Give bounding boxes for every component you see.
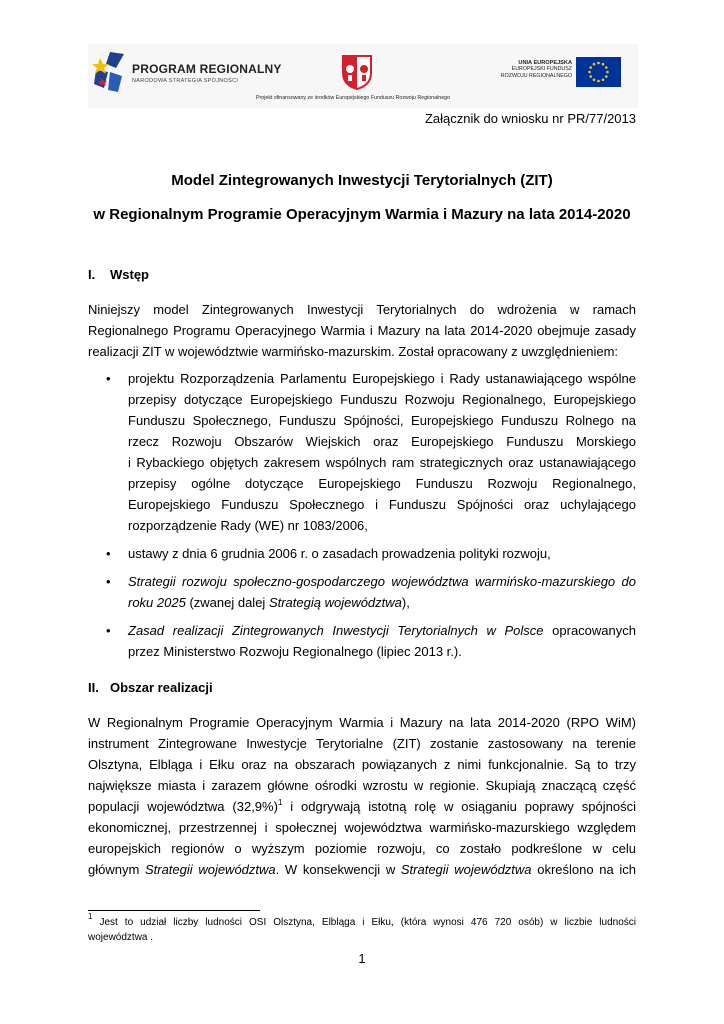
paragraph-line: Regionalnego Programu Operacyjnego Warmia i Mazury na lata 2014-2020 obejmuje zasady — [88, 323, 636, 338]
bullet-icon: • — [106, 546, 111, 561]
footnote-number: 1 — [88, 912, 93, 921]
paragraph-line — [88, 799, 636, 814]
bullet-line — [128, 595, 636, 610]
eu-label — [470, 60, 572, 79]
text-span: określono na ich — [531, 862, 636, 877]
section-heading-intro — [88, 267, 149, 282]
text-span: populacji województwa (32,9%) — [88, 799, 278, 814]
text-span: ), — [401, 595, 410, 610]
paragraph-line: Olsztyna, Elbląga i Ełku oraz na obszarach powiązanych z nimi funkcjonalnie. Są to trzy — [88, 757, 636, 772]
section-number: II. — [88, 680, 99, 695]
principles-title: Zasad realizacji Zintegrowanych Inwestycji Terytorialnych w Polsce — [128, 623, 544, 638]
strategy-short-name: Strategią województwa — [268, 595, 402, 610]
text-span: . W konsekwencji w — [275, 862, 401, 877]
footnote-line: województwa . — [88, 932, 154, 943]
funding-note: Projekt sfinansowany ze środków Europejskiego Funduszu Rozwoju Regionalnego — [256, 95, 451, 101]
bullet-line: przez Ministerstwo Rozwoju Regionalnego (lipiec 2013 r.). — [128, 644, 462, 659]
annex-reference: Załącznik do wniosku nr PR/77/2013 — [424, 111, 636, 126]
section-number: I. — [88, 267, 96, 282]
bullet-line: i Rybackiego objętych zakresem wspólnych ram strategicznych oraz ustanawiającego — [128, 455, 636, 470]
paragraph-line: realizacji ZIT w województwie warmińsko-mazurskim. Został opracowany z uwzględnieniem: — [88, 344, 619, 359]
bullet-line — [128, 623, 636, 638]
paragraph-line: europejskich regionów o wyższym poziomie rozwoju, co zostało podkreślone w celu — [88, 841, 636, 856]
section-heading-area — [88, 680, 213, 695]
footnote-reference[interactable]: 1 — [277, 798, 283, 807]
paragraph-line: Niniejszy model Zintegrowanych Inwestycji Terytorialnych do wdrożenia w ramach — [88, 302, 636, 317]
bullet-icon: • — [106, 623, 111, 638]
bullet-line: przepisy ogólne dotyczące Europejskiego Funduszu Rozwoju Regionalnego, — [128, 476, 636, 491]
text-span: głównym — [88, 862, 145, 877]
bullet-line: rozporządzenie Rady (WE) nr 1083/2006, — [128, 518, 368, 533]
section-title: Wstęp — [110, 267, 149, 282]
bullet-line: projektu Rozporządzenia Parlamentu Europejskiego i Rady ustanawiającego wspólne — [128, 371, 636, 386]
text-span: i odgrywają istotną rolę w osiąganiu poprawy spójności — [282, 799, 636, 814]
paragraph-line: największe miasta i zarazem główne ośrodki wzrostu w regionie. Skupiają znaczącą część — [88, 778, 636, 793]
region-crest-icon — [342, 55, 372, 90]
eu-flag-icon — [576, 57, 621, 87]
strategy-short-name: Strategii województwa — [144, 862, 276, 877]
document-subtitle: w Regionalnym Programie Operacyjnym Warmia i Mazury na lata 2014-2020 — [93, 206, 631, 223]
text-span: opracowanych — [543, 623, 636, 638]
eu-label-line2: EUROPEJSKI FUNDUSZ — [511, 66, 572, 73]
eu-label-line1: UNIA EUROPEJSKA — [518, 60, 572, 66]
bullet-line: przepisy dotyczące Europejskiego Funduszu Rozwoju Regionalnego, Europejskiego — [128, 392, 636, 407]
bullet-line — [128, 574, 636, 589]
strategy-short-name: Strategii województwa — [400, 862, 532, 877]
footnote-line — [88, 912, 636, 928]
paragraph-line: instrument Zintegrowane Inwestycje Terytorialne (ZIT) zostanie zastosowany na terenie — [88, 736, 636, 751]
text-span: (zwanej dalej — [185, 595, 269, 610]
bullet-line: rzecz Rozwoju Obszarów Wiejskich oraz Europejskiego Funduszu Morskiego — [128, 434, 636, 449]
strategy-title: Strategii rozwoju społeczno-gospodarczego województwa warmińsko-mazurskiego do — [128, 574, 636, 589]
eu-label-line3: ROZWOJU REGIONALNEGO — [500, 72, 572, 79]
footnote-divider — [88, 910, 260, 911]
program-name: PROGRAM REGIONALNY — [132, 62, 282, 76]
program-regionalny-logo-icon — [90, 50, 128, 94]
paragraph-line — [88, 862, 636, 877]
program-subtitle: NARODOWA STRATEGIA SPÓJNOŚCI — [132, 78, 239, 84]
paragraph-line: ekonomicznej, przestrzennej i społecznej województwa warmińsko-mazurskiego względem — [88, 820, 636, 835]
bullet-icon: • — [106, 574, 111, 589]
section-title: Obszar realizacji — [110, 680, 213, 695]
document-title: Model Zintegrowanych Inwestycji Terytorialnych (ZIT) — [171, 172, 553, 189]
paragraph-line: W Regionalnym Programie Operacyjnym Warmia i Mazury na lata 2014-2020 (RPO WiM) — [88, 715, 636, 730]
text-span: Jest to udział liczby ludności OSI Olsztyna, Elbląga i Ełku, (która wynosi 476 720 osób) w liczbie ludności — [92, 917, 636, 928]
bullet-icon: • — [106, 371, 111, 386]
page-number: 1 — [358, 951, 366, 966]
bullet-line: Funduszu Społecznego, Funduszu Spójności, Europejskiego Funduszu Rolnego na — [128, 413, 636, 428]
strategy-year: roku 2025 — [128, 595, 186, 610]
bullet-line: ustawy z dnia 6 grudnia 2006 r. o zasadach prowadzenia polityki rozwoju, — [128, 546, 551, 561]
bullet-line: Europejskiego Funduszu Społecznego i Funduszu Spójności oraz uchylającego — [128, 497, 636, 512]
